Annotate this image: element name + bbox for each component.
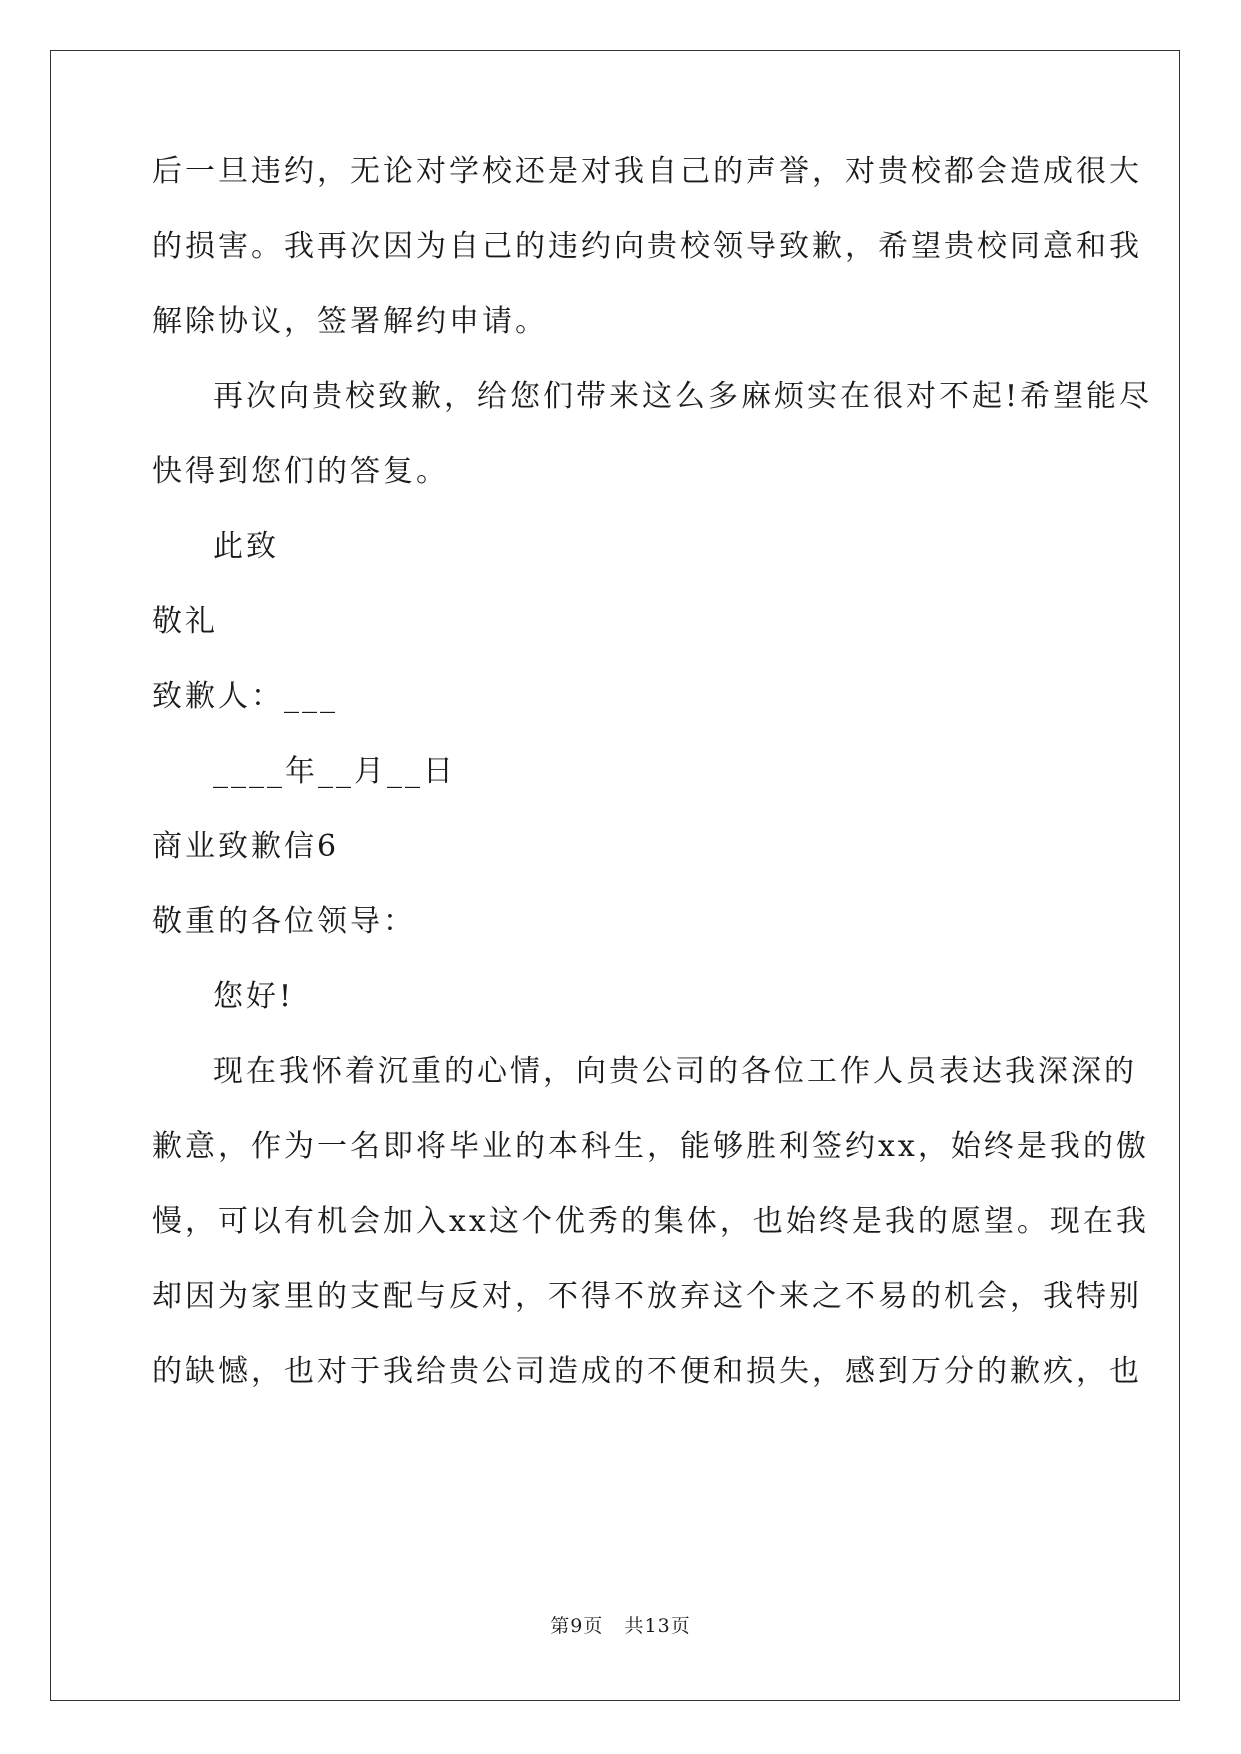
paragraph-line: 歉意，作为一名即将毕业的本科生，能够胜利签约xx，始终是我的傲	[152, 1129, 1149, 1164]
paragraph-line: 再次向贵校致歉，给您们带来这么多麻烦实在很对不起!希望能尽	[213, 379, 1153, 414]
page-footer	[0, 1614, 1241, 1638]
page-border	[50, 50, 1180, 1701]
greeting-hello: 您好!	[213, 979, 295, 1014]
greeting-line: 敬重的各位领导：	[152, 904, 416, 939]
date-line: ____年__月__日	[213, 754, 456, 789]
paragraph-line: 现在我怀着沉重的心情，向贵公司的各位工作人员表达我深深的	[213, 1054, 1137, 1089]
closing-regards: 敬礼	[152, 604, 218, 639]
paragraph-line: 后一旦违约，无论对学校还是对我自己的声誉，对贵校都会造成很大	[152, 154, 1142, 189]
paragraph-line: 慢，可以有机会加入xx这个优秀的集体，也始终是我的愿望。现在我	[152, 1204, 1149, 1239]
signature-line: 致歉人：___	[152, 679, 338, 714]
paragraph-line: 解除协议，签署解约申请。	[152, 304, 548, 339]
paragraph-line: 的缺憾，也对于我给贵公司造成的不便和损失，感到万分的歉疚，也	[152, 1354, 1142, 1389]
page-total: 共13页	[624, 1615, 691, 1637]
paragraph-line: 却因为家里的支配与反对，不得不放弃这个来之不易的机会，我特别	[152, 1279, 1142, 1314]
paragraph-line: 快得到您们的答复。	[152, 454, 449, 489]
section-heading: 商业致歉信6	[152, 829, 340, 864]
page-number: 第9页	[550, 1615, 604, 1637]
closing-salutation: 此致	[213, 529, 279, 564]
paragraph-line: 的损害。我再次因为自己的违约向贵校领导致歉，希望贵校同意和我	[152, 229, 1142, 264]
